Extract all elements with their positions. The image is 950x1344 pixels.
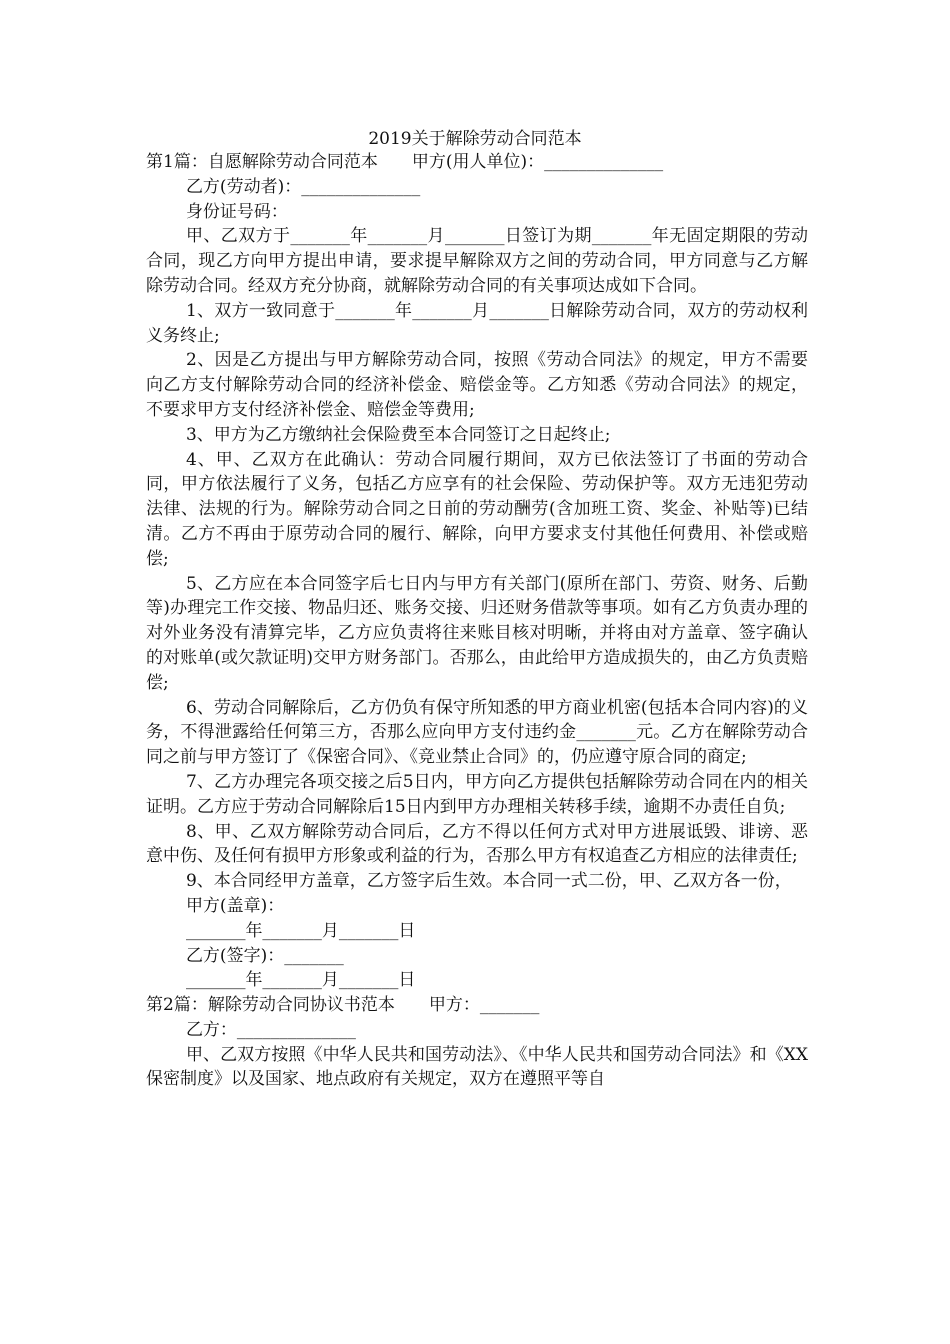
section1-heading: 第1篇：自愿解除劳动合同范本 甲方(用人单位)：______________ bbox=[146, 152, 664, 172]
document-title: 2019关于解除劳动合同范本 bbox=[368, 129, 582, 149]
document-body bbox=[146, 150, 808, 1092]
clause-6: 6、劳动合同解除后，乙方仍负有保守所知悉的甲方商业机密(包括本合同内容)的义务，不得泄露给任何第三方，否那么应向甲方支付违约金_______元。乙方在解除劳动合同之前与甲方签订了《保密合同》、《竞业禁止合同》的，仍应遵守原合同的商定; bbox=[146, 697, 808, 768]
clause-9: 9、本合同经甲方盖章，乙方签字后生效。本合同一式二份，甲、乙双方各一份， bbox=[185, 871, 792, 892]
section2-party-b: 乙方：______________ bbox=[185, 1019, 356, 1040]
clause-4: 4、甲、乙双方在此确认：劳动合同履行期间，双方已依法签订了书面的劳动合同，甲方依法履行了义务，包括乙方应享有的社会保险、劳动保护等。双方无违犯劳动法律、法规的行为。解除劳动合同之日前的劳动酬劳(含加班工资、奖金、补贴等)已结清。乙方不再由于原劳动合同的履行、解除，向甲方要求支付其他任何费用、补偿或赔偿; bbox=[146, 449, 808, 569]
signature-date-a: _______年_______月_______日 bbox=[185, 920, 416, 941]
clause-5: 5、乙方应在本合同签字后七日内与甲方有关部门(原所在部门、劳资、财务、后勤等)办理完工作交接、物品归还、账务交接、归还财务借款等事项。如有乙方负责办理的对外业务没有清算完毕，乙方应负责将往来账目核对明晰，并将由对方盖章、签字确认的对账单(或欠款证明)交甲方财务部门。否那么，由此给甲方造成损失的，由乙方负责赔偿; bbox=[146, 573, 808, 693]
section2-heading: 第2篇：解除劳动合同协议书范本 甲方：_______ bbox=[146, 995, 540, 1016]
clause-3: 3、甲方为乙方缴纳社会保险费至本合同签订之日起终止; bbox=[185, 424, 611, 445]
section1-id-number: 身份证号码： bbox=[185, 201, 288, 222]
clause-2: 2、因是乙方提出与甲方解除劳动合同，按照《劳动合同法》的规定，甲方不需要向乙方支付解除劳动合同的经济补偿金、赔偿金等。乙方知悉《劳动合同法》的规定，不要求甲方支付经济补偿金、赔偿金等费用; bbox=[146, 350, 808, 420]
signature-date-b: _______年_______月_______日 bbox=[185, 970, 416, 991]
clause-8: 8、甲、乙双方解除劳动合同后，乙方不得以任何方式对甲方进展诋毁、诽谤、恶意中伤、及任何有损甲方形象或利益的行为，否那么甲方有权追查乙方相应的法律责任; bbox=[146, 821, 808, 867]
signature-party-b: 乙方(签字)：_______ bbox=[185, 945, 344, 966]
section2-intro: 甲、乙双方按照《中华人民共和国劳动法》、《中华人民共和国劳动合同法》和《XX保密制度》以及国家、地点政府有关规定，双方在遵照平等自 bbox=[146, 1044, 808, 1090]
clause-7: 7、乙方办理完各项交接之后5日内，甲方向乙方提供包括解除劳动合同在内的相关证明。乙方应于劳动合同解除后15日内到甲方办理相关转移手续，逾期不办责任自负; bbox=[146, 771, 808, 817]
section1-intro: 甲、乙双方于_______年_______月_______日签订为期_______年无固定期限的劳动合同，现乙方向甲方提出申请，要求提早解除双方之间的劳动合同，甲方同意与乙方解除劳动合同。经双方充分协商，就解除劳动合同的有关事项达成如下合同。 bbox=[146, 226, 808, 296]
clause-1: 1、双方一致同意于_______年_______月_______日解除劳动合同，双方的劳动权利义务终止; bbox=[146, 300, 808, 346]
signature-party-a: 甲方(盖章)： bbox=[185, 895, 285, 916]
section1-party-b: 乙方(劳动者)：______________ bbox=[185, 176, 421, 197]
